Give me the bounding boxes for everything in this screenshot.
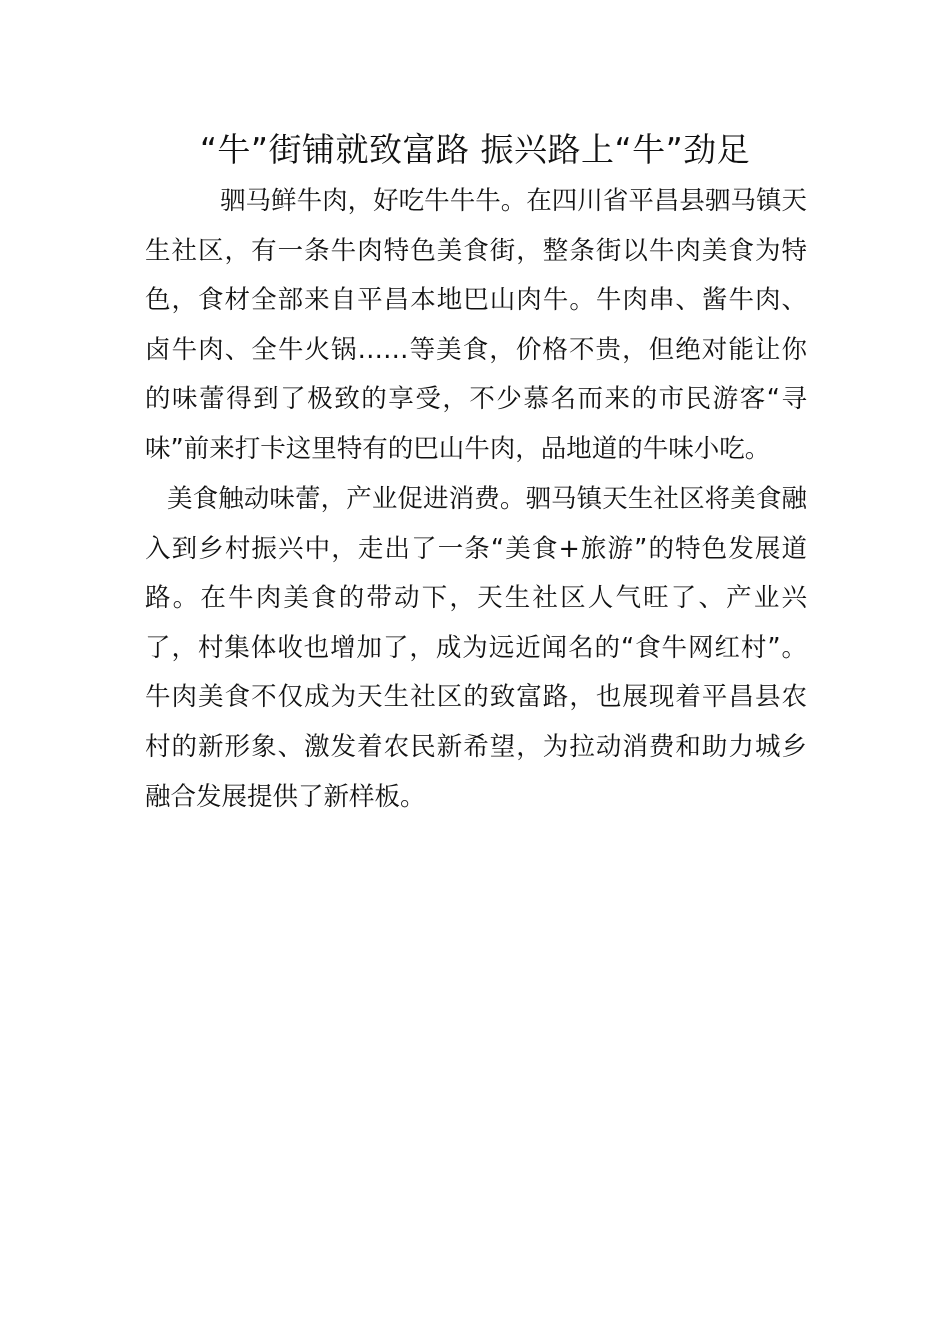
paragraph-2: 美食触动味蕾，产业促进消费。驷马镇天生社区将美食融入到乡村振兴中，走出了一条“美食+旅游”的特色发展道路。在牛肉美食的带动下，天生社区人气旺了、产业兴了，村集体收也增加了，成为远近闻名的“食牛网红村”。牛肉美食不仅成为天生社区的致富路，也展现着平昌县农村的新形象、激发着农民新希望，为拉动消费和助力城乡融合发展提供了新样板。 bbox=[145, 484, 807, 812]
document-title: “牛”街铺就致富路 振兴路上“牛”劲足 bbox=[199, 130, 751, 169]
paragraph-1: 驷马鲜牛肉，好吃牛牛牛。在四川省平昌县驷马镇天生社区，有一条牛肉特色美食街，整条街以牛肉美食为特色，食材全部来自平昌本地巴山肉牛。牛肉串、酱牛肉、卤牛肉、全牛火锅……等美食，价格不贵，但绝对能让你的味蕾得到了极致的享受，不少慕名而来的市民游客“寻味”前来打卡这里特有的巴山牛肉，品地道的牛味小吃。 bbox=[145, 186, 807, 464]
